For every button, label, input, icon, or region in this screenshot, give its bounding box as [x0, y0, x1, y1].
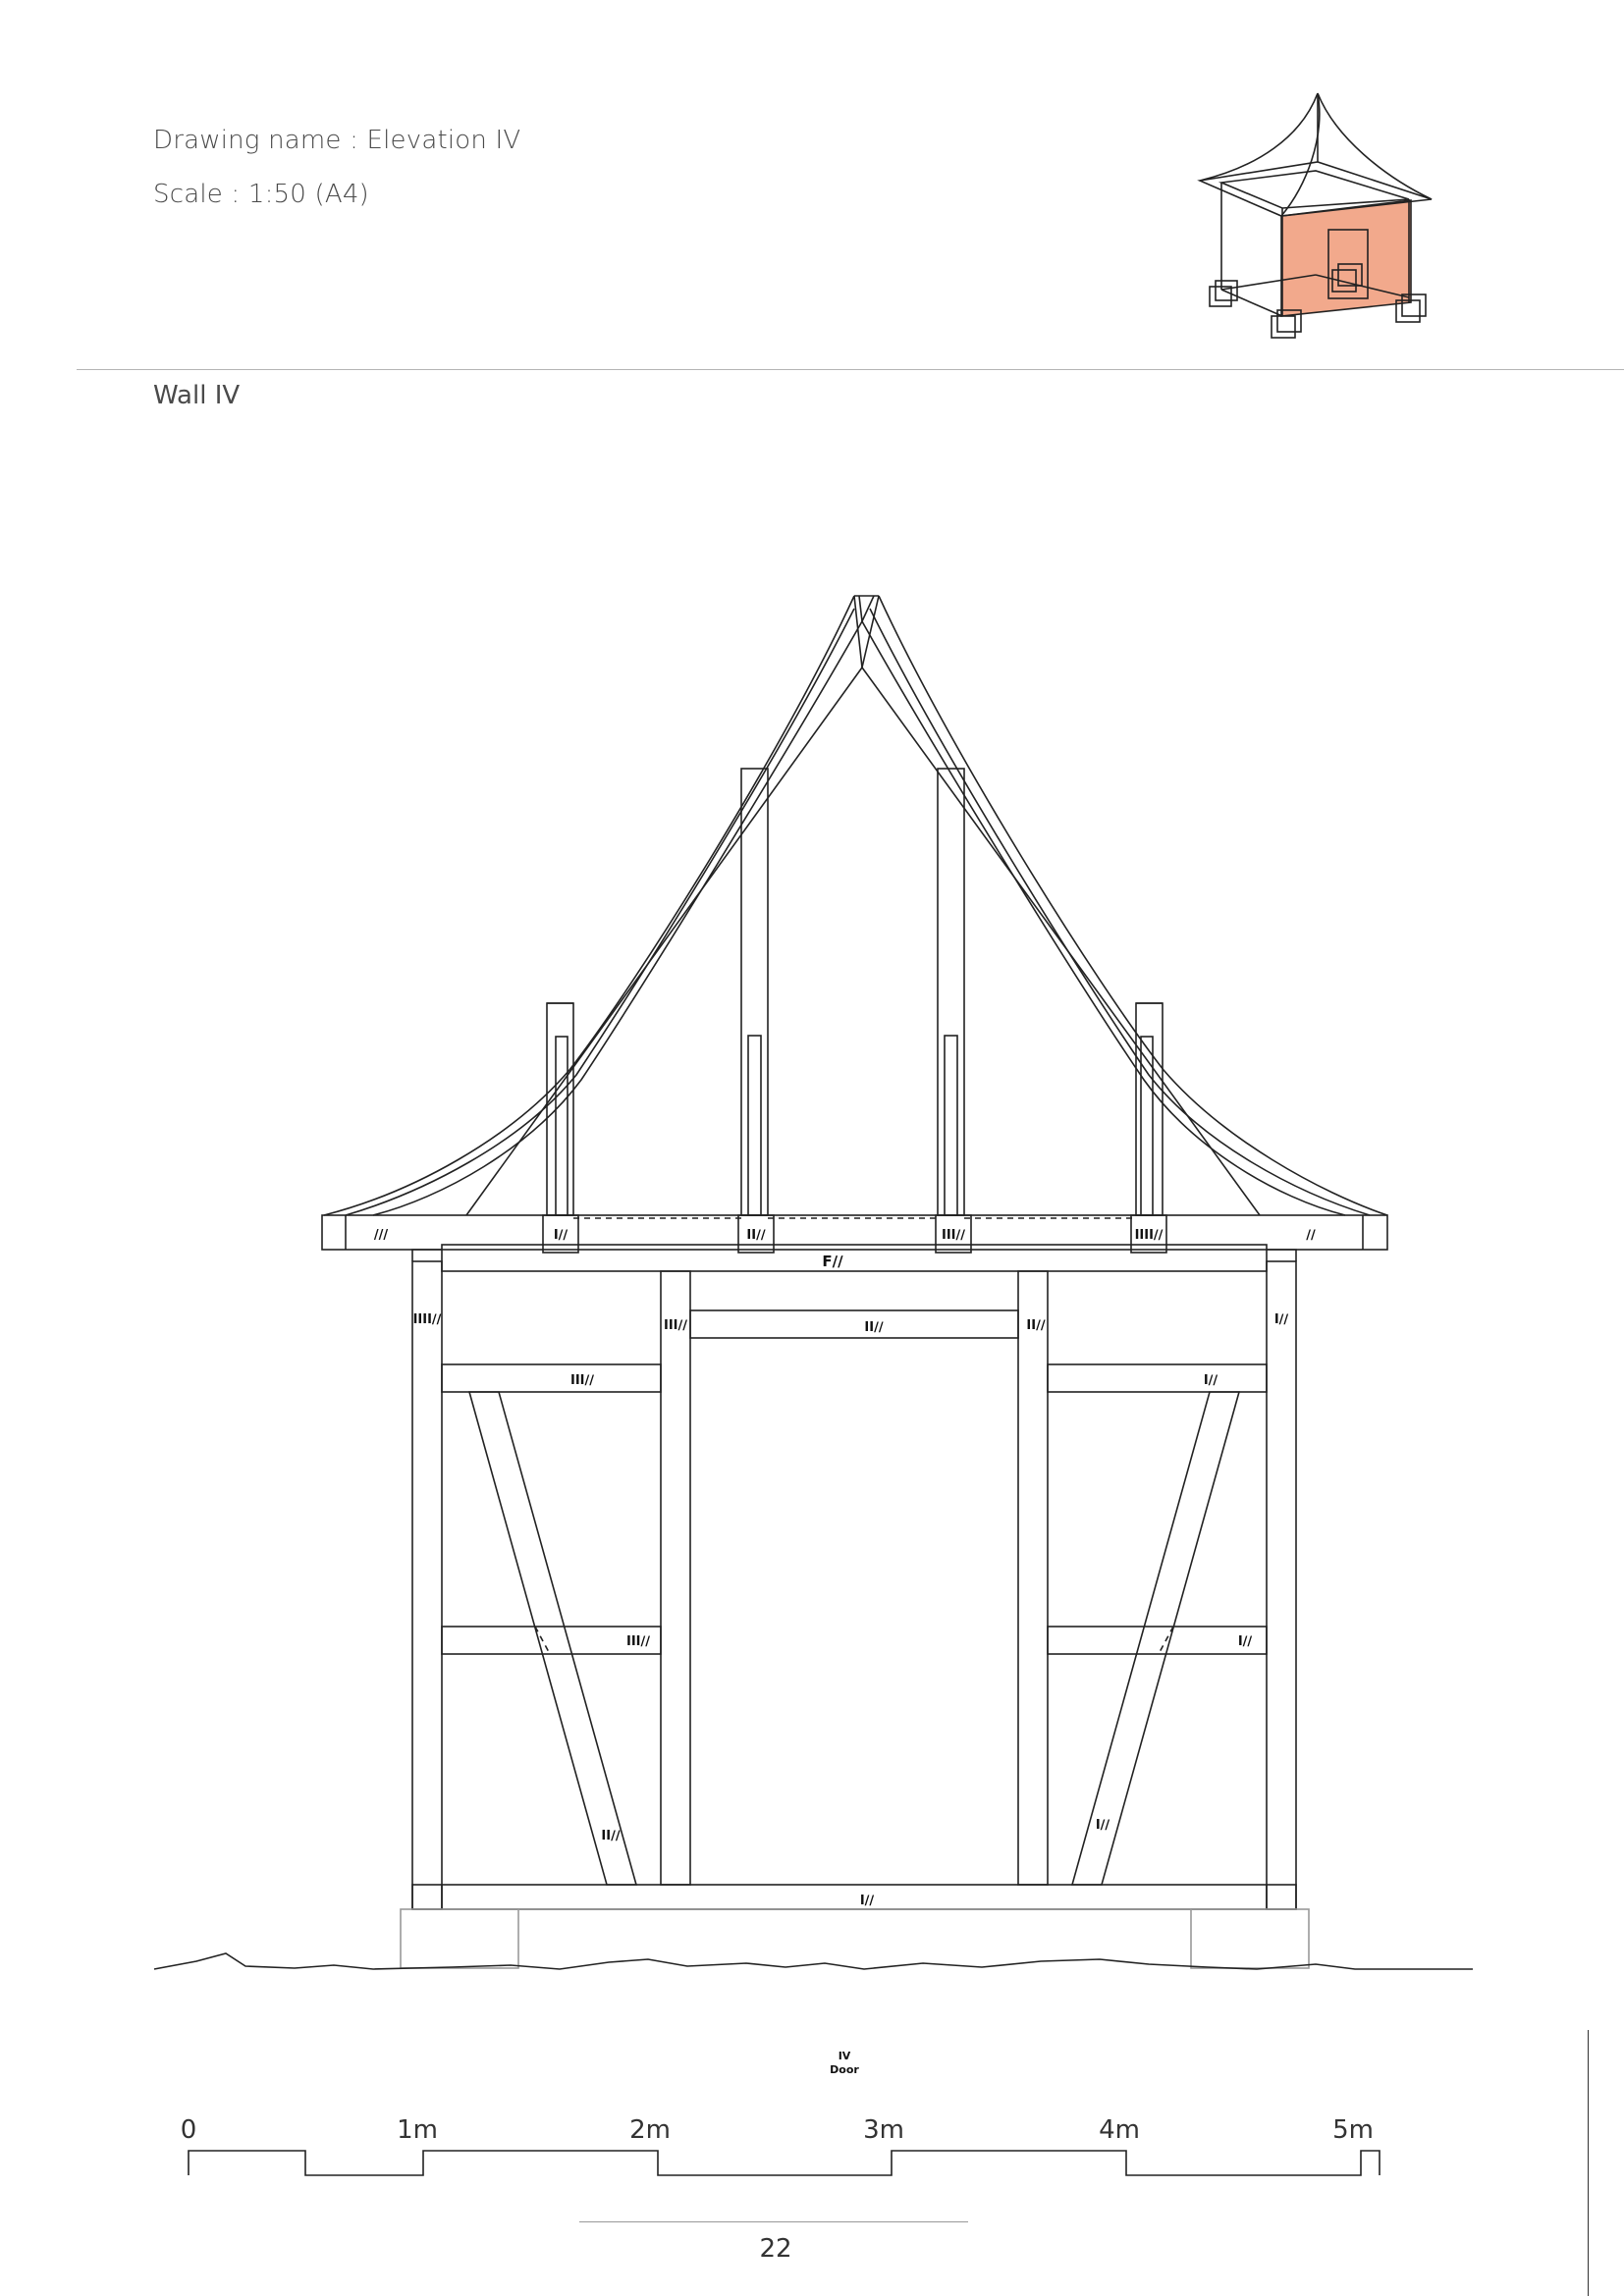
- mark-post-1: I∕∕: [553, 1228, 568, 1243]
- mark-left-brace: II∕∕: [601, 1829, 621, 1843]
- mark-right-jamb: II∕∕: [1026, 1318, 1046, 1333]
- left-corner-post: [412, 1261, 442, 1909]
- section-label: Wall IV: [153, 381, 241, 410]
- key-plan-icon: [1200, 93, 1432, 338]
- right-door-jamb: [1018, 1271, 1048, 1885]
- scale-bar: [181, 2115, 1380, 2175]
- roof-outline-right: [879, 596, 1387, 1215]
- mark-sill: I∕∕: [859, 1894, 875, 1908]
- roof-outline-left: [324, 596, 854, 1215]
- drawing-name: Drawing name : Elevation IV: [153, 126, 521, 155]
- mark-post-2: II∕∕: [746, 1228, 766, 1243]
- mark-left-upper-rail: III∕∕: [569, 1373, 595, 1388]
- mark-plate-right: ∕∕: [1306, 1228, 1316, 1243]
- page-number: 22: [759, 2234, 792, 2264]
- tie-beam: [442, 1245, 1267, 1271]
- margin-rule: [1588, 2030, 1589, 2296]
- mark-right-upper-rail: I∕∕: [1203, 1373, 1218, 1388]
- scale-label-5m: 5m: [1332, 2115, 1374, 2145]
- mark-tie-beam: F∕∕: [822, 1253, 843, 1270]
- scale-label-2m: 2m: [629, 2115, 671, 2145]
- mark-lintel: II∕∕: [864, 1320, 884, 1335]
- mark-post-4: IIII∕∕: [1134, 1228, 1164, 1243]
- carpenter-marks: [374, 1228, 1316, 1908]
- footer-divider: [579, 2221, 968, 2222]
- mark-left-mid-rail: III∕∕: [625, 1634, 651, 1649]
- legend-door-label: Door: [830, 2063, 859, 2076]
- mark-right-corner: I∕∕: [1273, 1312, 1289, 1327]
- scale-label-1m: 1m: [397, 2115, 438, 2145]
- scale-label-4m: 4m: [1099, 2115, 1140, 2145]
- mark-left-jamb: III∕∕: [663, 1318, 688, 1333]
- left-door-jamb: [661, 1271, 690, 1885]
- scale-label-3m: 3m: [863, 2115, 904, 2145]
- legend-wall-number: IV: [838, 2050, 851, 2062]
- wall-legend: [830, 2050, 859, 2076]
- mark-left-corner: IIII∕∕: [412, 1312, 442, 1327]
- door-lintel: [690, 1310, 1018, 1338]
- mark-right-mid-rail: I∕∕: [1237, 1634, 1253, 1649]
- scale-label-0: 0: [180, 2115, 197, 2145]
- drawing-scale: Scale : 1:50 (A4): [153, 180, 369, 209]
- mark-post-3: III∕∕: [941, 1228, 966, 1243]
- elevation-frame: [154, 596, 1473, 1969]
- right-corner-post: [1267, 1261, 1296, 1909]
- sill-beam: [412, 1885, 1296, 1909]
- mark-plate-left: ///: [373, 1228, 389, 1243]
- mark-right-brace: I∕∕: [1095, 1818, 1110, 1833]
- ground-line: [154, 1953, 1473, 1969]
